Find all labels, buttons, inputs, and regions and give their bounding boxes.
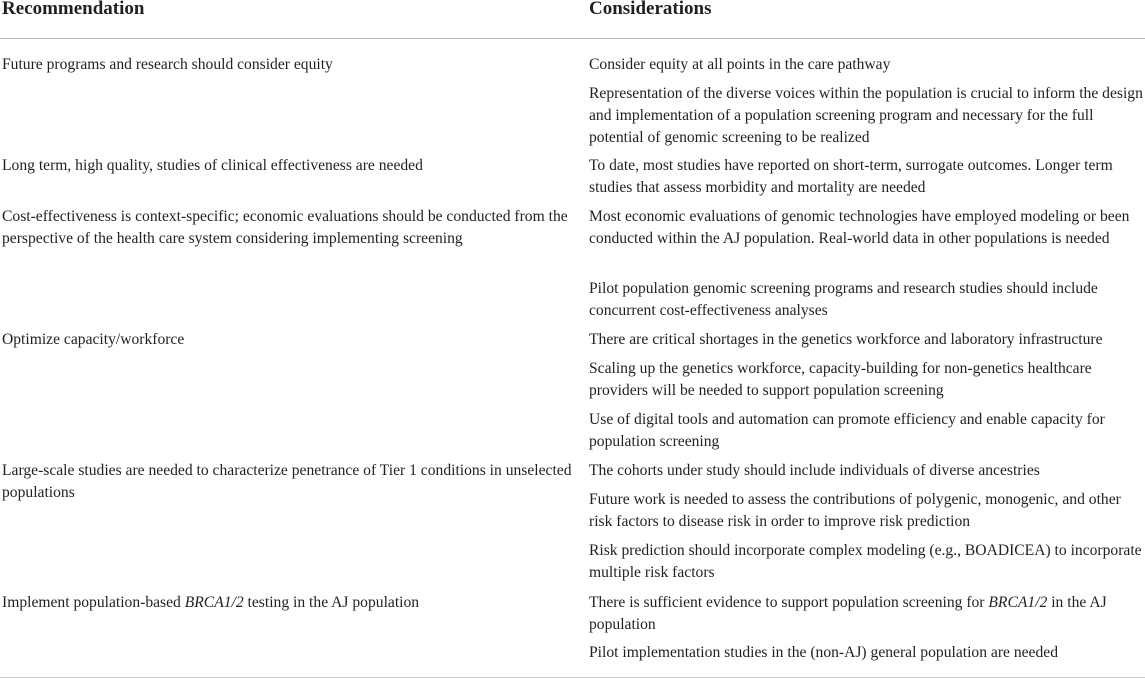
consideration-cell: There are critical shortages in the genetics workforce and laboratory infrastructure xyxy=(589,331,1103,348)
consideration-cell: Risk prediction should incorporate complex modeling (e.g., BOADICEA) to incorporate multiple risk factors xyxy=(589,542,1142,581)
recommendation-cell: Cost-effectiveness is context-specific; economic evaluations should be conducted from the perspective of the health care system considering implementing screening xyxy=(2,208,568,247)
text-run: Implement population-based xyxy=(2,594,185,611)
consideration-cell xyxy=(589,592,1145,636)
consideration-cell: Pilot population genomic screening programs and research studies should include concurrent cost-effectiveness analyses xyxy=(589,280,1098,319)
consideration-cell: To date, most studies have reported on short-term, surrogate outcomes. Longer term studies that assess morbidity and mortality are needed xyxy=(589,157,1113,196)
text-run: in the AJ population xyxy=(589,594,1107,633)
header-recommendation: Recommendation xyxy=(2,0,145,19)
consideration-cell: Scaling up the genetics workforce, capacity-building for non-genetics healthcare providers will be needed to support population screening xyxy=(589,360,1092,399)
gene-name: BRCA1/2 xyxy=(184,594,244,611)
text-run: There is sufficient evidence to support population screening for xyxy=(589,594,989,611)
consideration-cell: Most economic evaluations of genomic technologies have employed modeling or been conducted within the AJ population. Real-world data in other populations is needed xyxy=(589,208,1130,247)
table-header xyxy=(0,0,1145,39)
consideration-cell: Future work is needed to assess the contributions of polygenic, monogenic, and other risk factors to disease risk in order to improve risk prediction xyxy=(589,491,1121,530)
recommendation-cell: Long term, high quality, studies of clinical effectiveness are needed xyxy=(2,157,423,174)
recommendation-cell: Future programs and research should consider equity xyxy=(2,56,333,73)
table-bottom-rule xyxy=(0,677,1145,678)
gene-name: BRCA1/2 xyxy=(988,594,1048,611)
consideration-cell: Representation of the diverse voices within the population is crucial to inform the design and implementation of a population screening program and necessary for the full potential of genomic screening to be realized xyxy=(589,85,1143,146)
header-considerations: Considerations xyxy=(589,0,712,19)
consideration-cell: Pilot implementation studies in the (non-AJ) general population are needed xyxy=(589,644,1058,661)
recommendation-cell xyxy=(2,592,574,614)
recommendation-cell: Large-scale studies are needed to characterize penetrance of Tier 1 conditions in unselected populations xyxy=(2,462,572,501)
text-run: testing in the AJ population xyxy=(243,594,420,611)
consideration-cell: The cohorts under study should include individuals of diverse ancestries xyxy=(589,462,1040,479)
consideration-cell: Consider equity at all points in the care pathway xyxy=(589,56,891,73)
recommendation-cell: Optimize capacity/workforce xyxy=(2,331,185,348)
consideration-cell: Use of digital tools and automation can promote efficiency and enable capacity for population screening xyxy=(589,411,1105,450)
